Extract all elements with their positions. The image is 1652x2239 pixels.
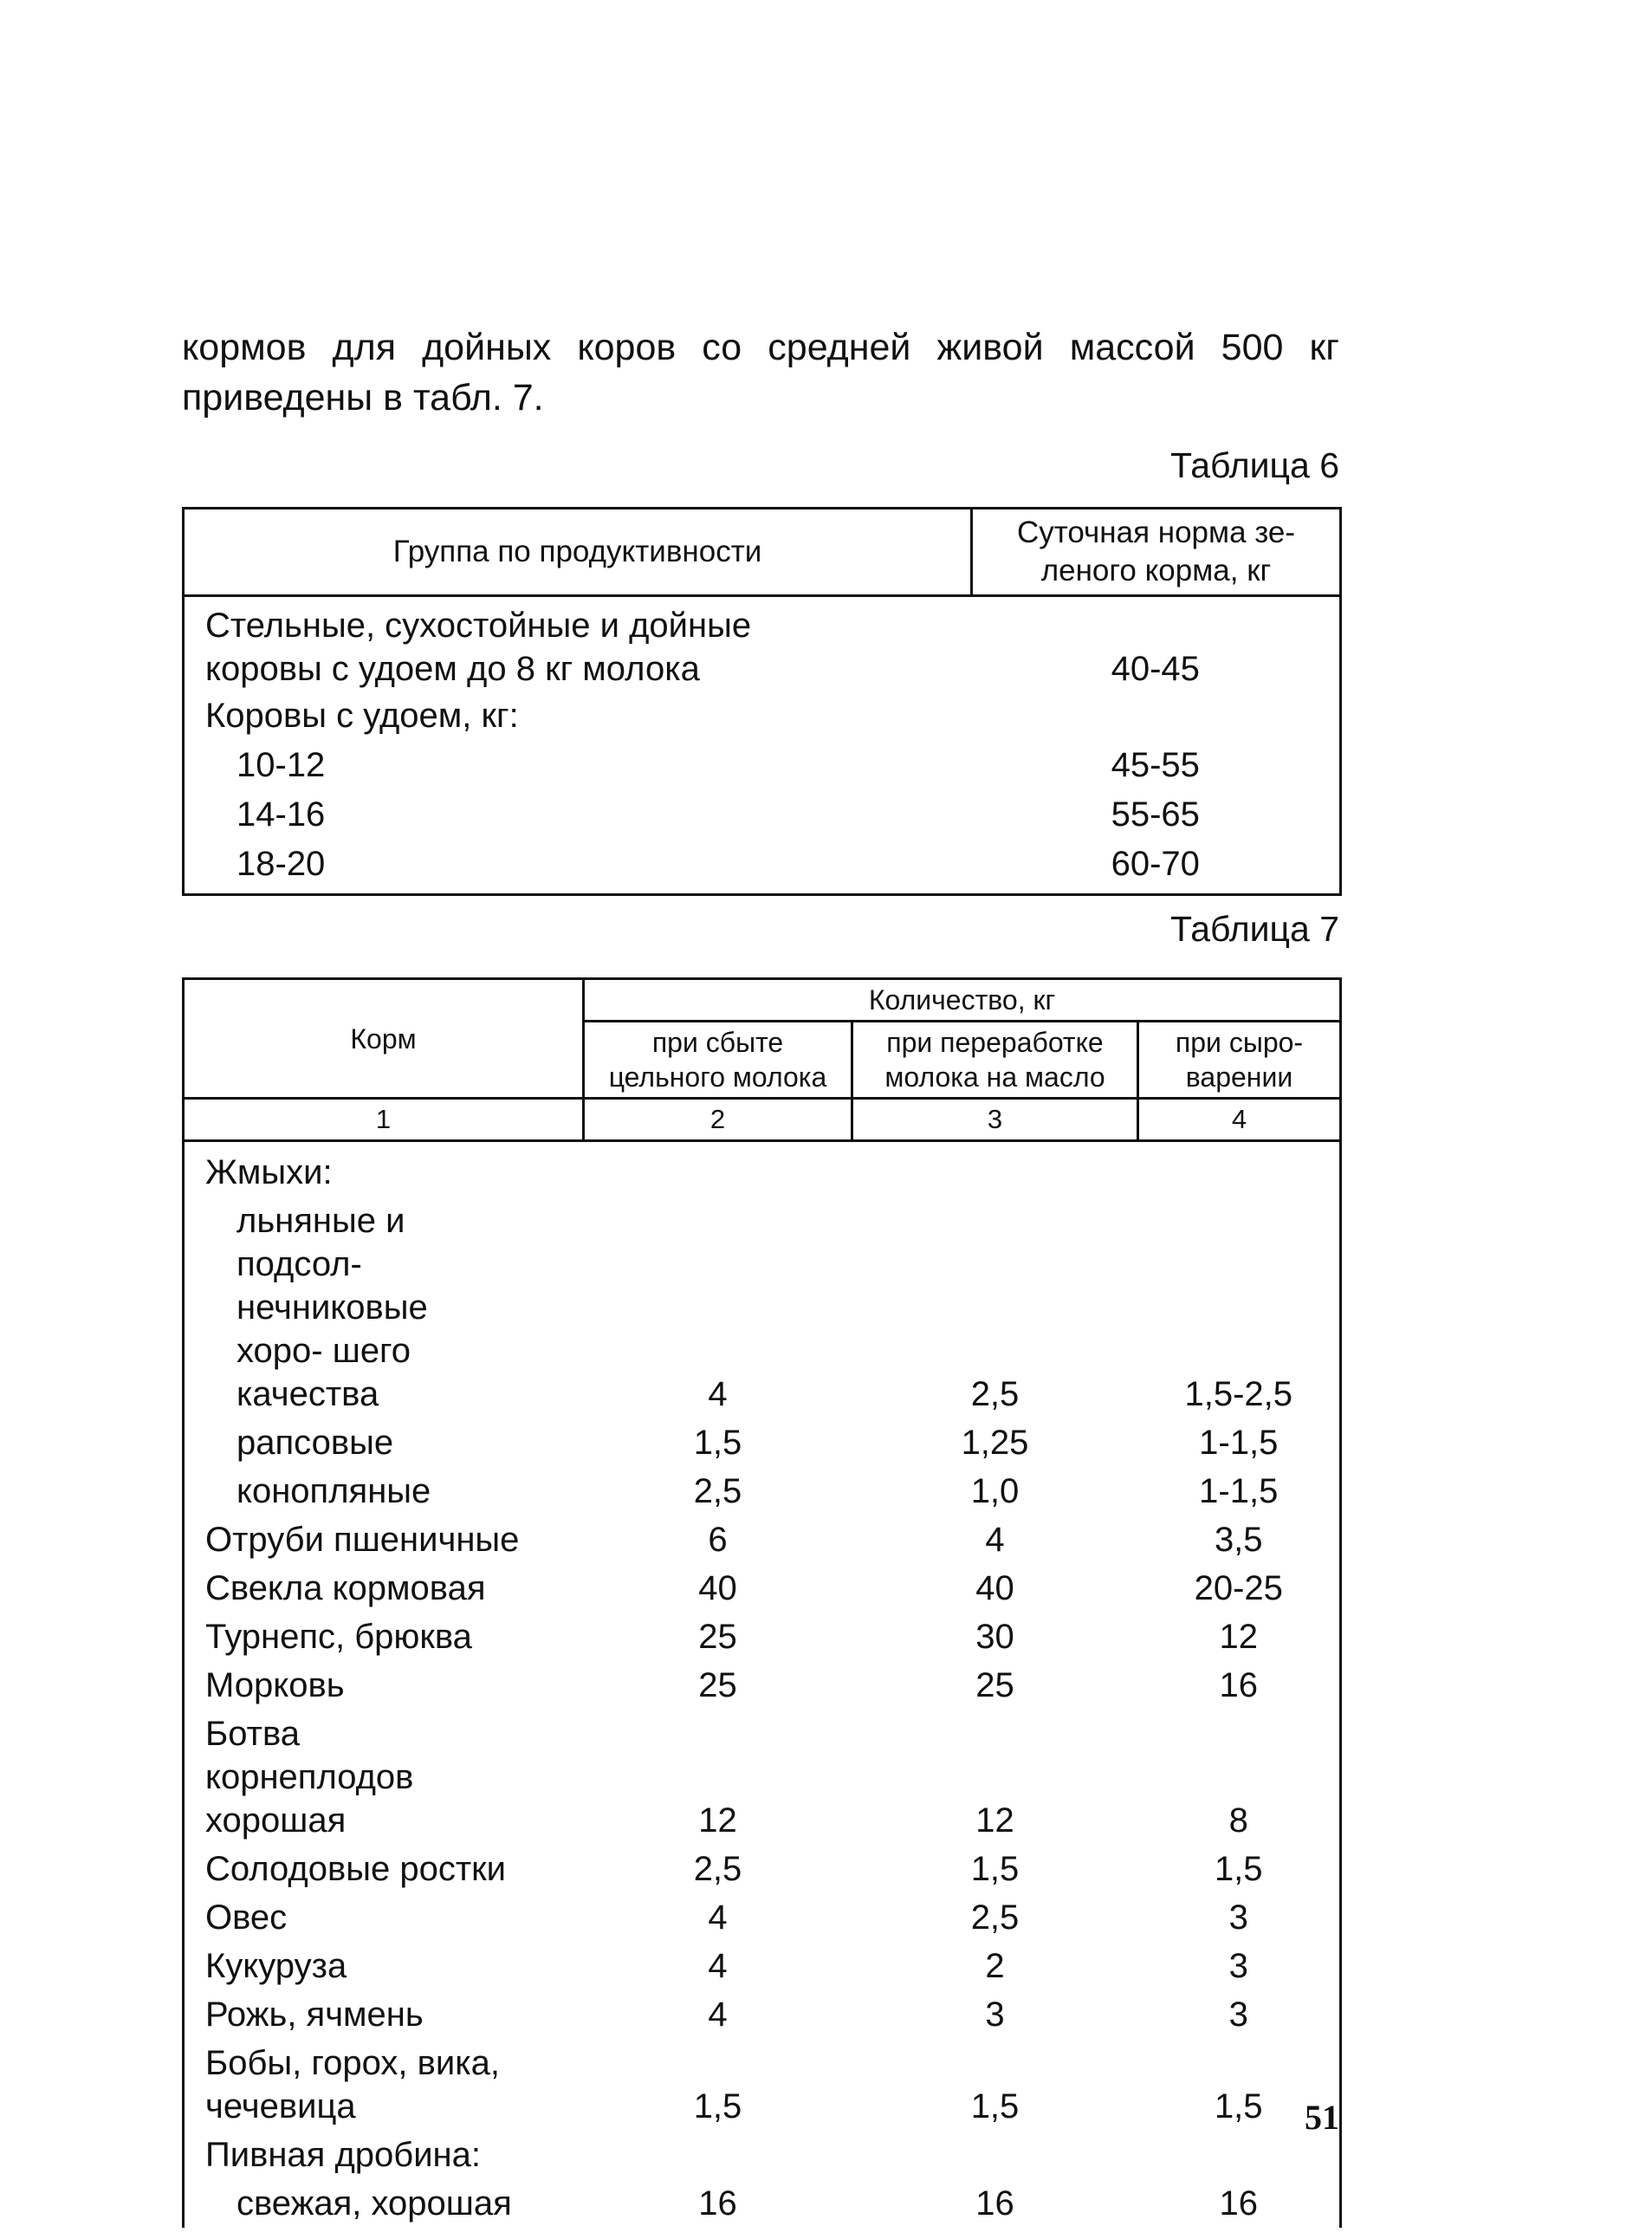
table6-row-value: 55-65 xyxy=(1111,795,1200,834)
intro-paragraph: кормов для дойных коров со средней живой массой 500 кг приведены в табл. 7. xyxy=(182,327,1339,419)
table7-header-feed: Корм xyxy=(184,979,584,1099)
table7-row-value: 3 xyxy=(1138,1893,1341,1942)
table7-row-value: 1,5-2,5 xyxy=(1138,1197,1341,1418)
table7-row-value: 4 xyxy=(708,1996,728,2034)
table7-row-value: 12 xyxy=(698,1801,737,1840)
table7-row-value: 1,25 xyxy=(961,1424,1029,1462)
table6-row-label: 10-12 xyxy=(236,745,326,784)
table7-row-label: Морковь xyxy=(184,1661,584,1710)
table7-row-value xyxy=(584,2131,852,2179)
table6-row-value xyxy=(972,691,1341,740)
table7-row-value: 2,5 xyxy=(693,1472,742,1510)
table7-row-value: 4 xyxy=(708,1898,728,1937)
table7-row-value: 30 xyxy=(975,1618,1014,1656)
table7-row-value: 1-1,5 xyxy=(1138,1467,1341,1515)
table7-row-value xyxy=(584,1141,852,1197)
table-row xyxy=(184,596,1341,691)
table6-row-label: 18-20 xyxy=(236,844,326,883)
table7-row-label: Бобы, горох, вика, чечевица xyxy=(184,2039,584,2131)
table7-row-value: 1,5 xyxy=(970,1850,1020,1888)
table7-header-cheese: при сыро- варении xyxy=(1138,1022,1341,1099)
table7-row-value: 2,5 xyxy=(693,1850,742,1888)
table-row xyxy=(184,2131,1341,2179)
table7-col-number: 4 xyxy=(1138,1099,1341,1141)
table7-row-value: 8 xyxy=(1138,1710,1341,1845)
table7-row-value: 4 xyxy=(708,1947,728,1985)
table7-row-value: 1,5 xyxy=(693,1424,742,1462)
table7-row-value: 25 xyxy=(975,1666,1014,1704)
table-row xyxy=(184,1197,1341,1418)
table7-row-value: 2 xyxy=(985,1947,1005,1985)
table6-row-label: 14-16 xyxy=(236,795,326,834)
table7-col-number: 3 xyxy=(852,1099,1138,1141)
table7-row-value: 1,5 xyxy=(970,2087,1020,2125)
table-row xyxy=(184,1845,1341,1893)
table7-row-value xyxy=(852,2131,1138,2179)
table-row xyxy=(184,1942,1341,1990)
table-row xyxy=(184,1141,1341,1197)
table-row xyxy=(184,740,1341,789)
table7-row-value: 40 xyxy=(975,1569,1014,1607)
table7-header-butter: при переработке молока на масло xyxy=(852,1022,1138,1099)
table7-row-value: 1,0 xyxy=(970,1472,1020,1510)
table7-header-row xyxy=(184,979,1341,1022)
table7-row-label: Турнепс, брюква xyxy=(184,1613,584,1661)
table7-row-value: 16 xyxy=(1138,2179,1341,2228)
table-row xyxy=(184,1564,1341,1613)
table7-row-label: Рожь, ячмень xyxy=(184,1990,584,2039)
table7-body xyxy=(184,1141,1341,2229)
table7-row-value: 12 xyxy=(1138,1613,1341,1661)
table6-header-norm: Суточная норма зе- леного корма, кг xyxy=(972,509,1341,596)
table7-row-value: 20-25 xyxy=(1138,1564,1341,1613)
table7-row-label: Свекла кормовая xyxy=(184,1564,584,1613)
table7-header-quantity: Количество, кг xyxy=(584,979,1341,1022)
table-row xyxy=(184,2179,1341,2228)
table-row xyxy=(184,1990,1341,2039)
table7-row-value: 2,5 xyxy=(970,1898,1020,1937)
table7-row-value: 1,5 xyxy=(693,2087,742,2125)
table7-row-value: 3 xyxy=(1138,1942,1341,1990)
table7-col-number: 1 xyxy=(184,1099,584,1141)
table6 xyxy=(182,507,1342,896)
table7-row-value: 4 xyxy=(985,1521,1005,1559)
table7-row-value: 25 xyxy=(698,1666,737,1704)
table7-row-value xyxy=(1138,1141,1341,1197)
table6-caption: Таблица 6 xyxy=(1170,445,1339,485)
table7-row-value: 3 xyxy=(985,1996,1005,2034)
table7-row-value: 1,5 xyxy=(1138,1845,1341,1893)
table6-header-group: Группа по продуктивности xyxy=(184,509,972,596)
table6-row-value: 40-45 xyxy=(1111,650,1200,688)
table7-row-value: 6 xyxy=(708,1521,728,1559)
table7-row-label: конопляные xyxy=(184,1467,584,1515)
table-row xyxy=(184,691,1341,740)
table7-row-label: Отруби пшеничные xyxy=(184,1515,584,1564)
table7-row-label: Кукуруза xyxy=(184,1942,584,1990)
table7-row-label: Солодовые ростки xyxy=(184,1845,584,1893)
table7-row-label: Ботва корнеплодов хорошая xyxy=(184,1710,584,1845)
table-row xyxy=(184,1467,1341,1515)
table-row xyxy=(184,1661,1341,1710)
table7-column-numbers xyxy=(184,1099,1341,1141)
table7-row-value: 4 xyxy=(708,1375,728,1413)
table6-row-label: Стельные, сухостойные и дойные коровы с удоем до 8 кг молока xyxy=(205,607,752,688)
table7-row-value: 12 xyxy=(975,1801,1014,1840)
table-row xyxy=(184,1710,1341,1845)
table7-row-value: 1-1,5 xyxy=(1138,1418,1341,1467)
table6-row-label: Коровы с удоем, кг: xyxy=(205,696,519,735)
table7-row-value: 40 xyxy=(698,1569,737,1607)
table7-row-value: 16 xyxy=(698,2184,737,2223)
table6-header-row xyxy=(184,509,1341,596)
table7-row-label: льняные и подсол- нечниковые хоро- шего качества xyxy=(184,1197,584,1418)
table7-row-value xyxy=(852,1141,1138,1197)
table6-row-value: 60-70 xyxy=(1111,844,1200,883)
table7-header-whole-milk: при сбыте цельного молока xyxy=(584,1022,852,1099)
table7-row-value: 2,5 xyxy=(970,1375,1020,1413)
table-row xyxy=(184,1613,1341,1661)
table7 xyxy=(182,977,1342,2228)
table7-col-number: 2 xyxy=(584,1099,852,1141)
table-row xyxy=(184,839,1341,895)
table7-row-value: 3 xyxy=(1138,1990,1341,2039)
table7-row-label: рапсовые xyxy=(184,1418,584,1467)
table-row xyxy=(184,1893,1341,1942)
table-row xyxy=(184,1515,1341,1564)
table7-row-value: 16 xyxy=(1138,1661,1341,1710)
table7-row-label: Пивная дробина: xyxy=(184,2131,584,2179)
table7-row-label: Овес xyxy=(184,1893,584,1942)
table-row xyxy=(184,1418,1341,1467)
table7-row-value: 3,5 xyxy=(1138,1515,1341,1564)
table-row xyxy=(184,789,1341,839)
table7-row-label: свежая, хорошая xyxy=(184,2179,584,2228)
table7-row-value: 25 xyxy=(698,1618,737,1656)
table7-row-value: 16 xyxy=(975,2184,1014,2223)
table7-caption: Таблица 7 xyxy=(1170,909,1339,949)
table7-row-value: 1,5 xyxy=(1138,2039,1341,2131)
table7-row-value xyxy=(1138,2131,1341,2179)
table7-row-label: Жмыхи: xyxy=(184,1141,584,1197)
page-number: 51 xyxy=(1305,2098,1339,2137)
table-row xyxy=(184,2039,1341,2131)
table6-row-value: 45-55 xyxy=(1111,745,1200,784)
